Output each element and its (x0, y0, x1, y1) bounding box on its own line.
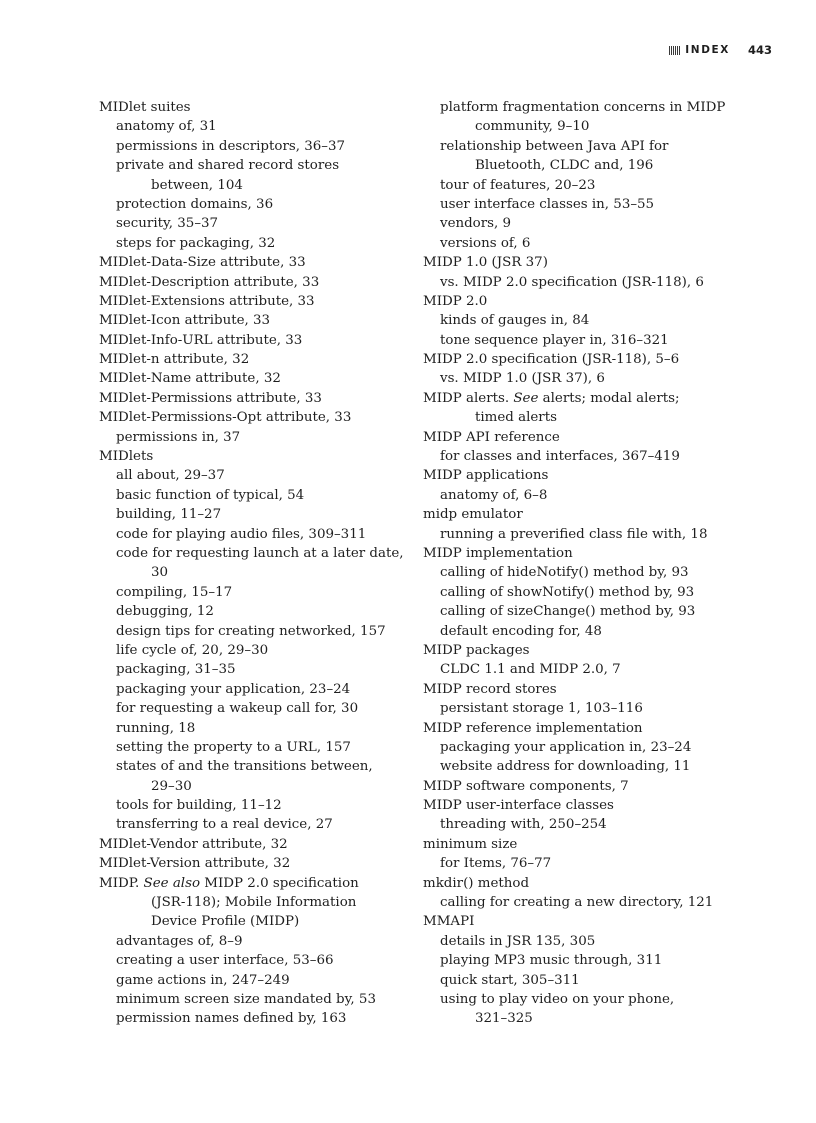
entry-text: MIDP alerts. (423, 390, 514, 406)
index-subentry: calling of showNotify() method by, 93 (440, 584, 695, 600)
see-reference: See also (143, 875, 201, 891)
index-subentry: permission names defined by, 163 (116, 1011, 347, 1027)
index-subentry: life cycle of, 20, 29–30 (116, 642, 269, 658)
index-subentry: basic function of typical, 54 (116, 487, 305, 503)
index-subentry: calling of hideNotify() method by, 93 (440, 565, 689, 581)
index-entry: MIDlet-Description attribute, 33 (99, 274, 320, 290)
index-continuation: timed alerts (475, 410, 557, 426)
index-subentry: calling of sizeChange() method by, 93 (440, 604, 696, 620)
index-subentry: design tips for creating networked, 157 (116, 623, 386, 639)
index-entry: MIDP software components, 7 (423, 778, 629, 794)
index-subentry: details in JSR 135, 305 (440, 933, 596, 949)
index-entry: MIDP user-interface classes (423, 798, 614, 814)
index-subentry: minimum screen size mandated by, 53 (116, 991, 376, 1007)
index-entry: midp emulator (423, 507, 523, 523)
index-subentry: vs. MIDP 1.0 (JSR 37), 6 (440, 371, 605, 387)
index-subentry: versions of, 6 (440, 235, 531, 251)
index-subentry: persistant storage 1, 103–116 (440, 701, 643, 717)
index-subentry: threading with, 250–254 (440, 817, 607, 833)
index-subentry: setting the property to a URL, 157 (116, 739, 351, 755)
entry-text: alerts; modal alerts; (538, 390, 680, 406)
index-entry: MIDlet-Info-URL attribute, 33 (99, 332, 303, 348)
index-subentry: private and shared record stores (116, 158, 340, 174)
index-subentry: code for requesting launch at a later date, (116, 545, 404, 561)
index-subentry: security, 35–37 (116, 216, 219, 232)
see-reference: See (513, 390, 539, 406)
index-entry: MIDlet-n attribute, 32 (99, 352, 250, 368)
index-subentry: quick start, 305–311 (440, 972, 580, 988)
index-subentry: all about, 29–37 (116, 468, 225, 484)
index-entry: MIDlet-Icon attribute, 33 (99, 313, 271, 329)
page-number: 443 (747, 43, 772, 57)
index-entry: MIDP packages (423, 642, 530, 658)
index-continuation: 321–325 (475, 1011, 533, 1027)
index-subentry: states of and the transitions between, (116, 759, 373, 775)
index-subentry: advantages of, 8–9 (116, 933, 243, 949)
hatch-ornament-icon (669, 46, 681, 55)
index-subentry: packaging, 31–35 (116, 662, 236, 678)
index-subentry: tone sequence player in, 316–321 (440, 332, 669, 348)
index-continuation: Device Profile (MIDP) (151, 914, 300, 930)
index-entry: MIDlet-Permissions attribute, 33 (99, 390, 322, 406)
index-entry: MIDP 2.0 specification (JSR-118), 5–6 (423, 352, 680, 368)
index-continuation: 30 (151, 565, 169, 581)
index-subentry: code for playing audio files, 309–311 (116, 526, 367, 542)
index-continuation: community, 9–10 (475, 119, 590, 135)
index-entry: MIDlet-Data-Size attribute, 33 (99, 255, 306, 271)
index-subentry: packaging your application in, 23–24 (440, 739, 692, 755)
index-subentry: vendors, 9 (440, 216, 512, 232)
index-subentry: game actions in, 247–249 (116, 972, 290, 988)
index-entry: MIDlet-Vendor attribute, 32 (99, 836, 288, 852)
index-continuation: between, 104 (151, 177, 243, 193)
index-column-left (99, 98, 434, 1029)
index-continuation: Bluetooth, CLDC and, 196 (475, 158, 654, 174)
index-subentry: packaging your application, 23–24 (116, 681, 351, 697)
index-subentry: compiling, 15–17 (116, 584, 233, 600)
index-entry: MIDlet suites (99, 100, 191, 115)
index-subentry: using to play video on your phone, (440, 991, 675, 1007)
running-header (669, 42, 772, 58)
index-subentry: website address for downloading, 11 (440, 759, 691, 775)
index-subentry: steps for packaging, 32 (116, 235, 276, 251)
index-entry: mkdir() method (423, 875, 530, 891)
index-entry: minimum size (423, 836, 518, 852)
index-entry: MIDP 1.0 (JSR 37) (423, 255, 548, 271)
index-entry: MMAPI (423, 914, 475, 930)
index-entry: MIDlet-Permissions-Opt attribute, 33 (99, 410, 352, 426)
index-subentry: vs. MIDP 2.0 specification (JSR-118), 6 (440, 274, 704, 290)
entry-text: MIDP 2.0 specification (200, 875, 359, 891)
index-entry (99, 874, 434, 893)
index-subentry: for classes and interfaces, 367–419 (440, 449, 680, 465)
index-entry: MIDlets (99, 449, 154, 465)
index-subentry: platform fragmentation concerns in MIDP (440, 100, 726, 115)
section-label: INDEX (685, 44, 730, 56)
index-subentry: playing MP3 music through, 311 (440, 953, 663, 969)
index-subentry: debugging, 12 (116, 604, 214, 620)
index-subentry: protection domains, 36 (116, 196, 274, 212)
index-subentry: for requesting a wakeup call for, 30 (116, 701, 359, 717)
index-subentry: building, 11–27 (116, 507, 222, 523)
index-entry: MIDlet-Extensions attribute, 33 (99, 293, 315, 309)
index-subentry: tour of features, 20–23 (440, 177, 596, 193)
index-continuation: 29–30 (151, 778, 192, 794)
index-subentry: running a preverified class file with, 18 (440, 526, 708, 542)
entry-text: MIDP. (99, 875, 144, 891)
index-subentry: for Items, 76–77 (440, 856, 552, 872)
index-subentry: running, 18 (116, 720, 196, 736)
index-entry: MIDP reference implementation (423, 720, 643, 736)
index-subentry: relationship between Java API for (440, 138, 669, 154)
index-entry: MIDP 2.0 (423, 293, 488, 309)
index-entry: MIDP applications (423, 468, 549, 484)
index-entry: MIDP implementation (423, 545, 573, 561)
index-subentry: anatomy of, 6–8 (440, 487, 548, 503)
index-subentry: anatomy of, 31 (116, 119, 217, 135)
index-subentry: permissions in, 37 (116, 429, 241, 445)
index-entry: MIDP record stores (423, 681, 557, 697)
index-entry (423, 389, 758, 408)
index-subentry: default encoding for, 48 (440, 623, 602, 639)
index-subentry: transferring to a real device, 27 (116, 817, 333, 833)
index-subentry: tools for building, 11–12 (116, 798, 282, 814)
index-entry: MIDP API reference (423, 429, 560, 445)
index-subentry: permissions in descriptors, 36–37 (116, 138, 346, 154)
index-subentry: CLDC 1.1 and MIDP 2.0, 7 (440, 662, 621, 678)
index-entry: MIDlet-Version attribute, 32 (99, 856, 291, 872)
index-subentry: creating a user interface, 53–66 (116, 953, 334, 969)
index-continuation: (JSR-118); Mobile Information (151, 895, 357, 911)
index-entry: MIDlet-Name attribute, 32 (99, 371, 281, 387)
index-subentry: calling for creating a new directory, 121 (440, 895, 714, 911)
index-column-right (423, 98, 758, 1029)
index-subentry: kinds of gauges in, 84 (440, 313, 590, 329)
index-subentry: user interface classes in, 53–55 (440, 196, 655, 212)
